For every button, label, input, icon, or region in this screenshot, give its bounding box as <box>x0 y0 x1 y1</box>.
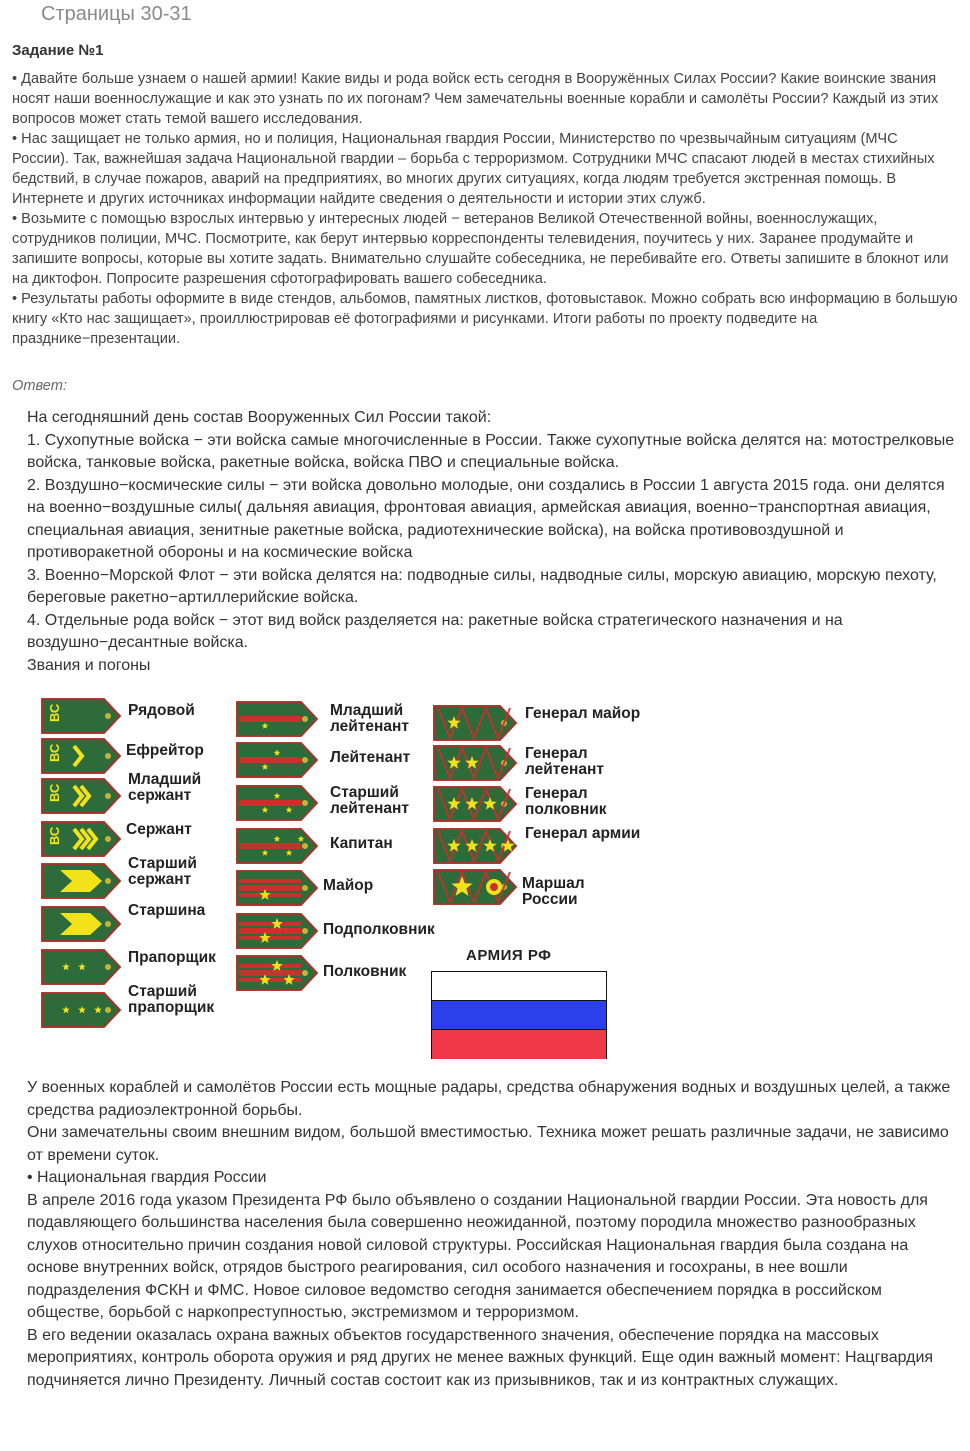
officer-shoulder-strap-3 <box>235 784 319 822</box>
officer-shoulder-strap-7 <box>235 954 319 992</box>
general-shoulder-strap-1 <box>432 704 518 742</box>
rank-label: Старший сержант <box>128 855 197 888</box>
task-paragraph: • Возьмите с помощью взрослых интервью у интересных людей − ветеранов Великой Отечественной войны, военнослужащих, сотрудников полиции, МЧС. Посмотрите, как берут интервью корреспонденты телевидения, поучитесь у них. Заранее продумайте и запишите вопросы, которые вы хотите задать. Внимательно слушайте собеседника, не перебивайте его. Ответы запишите в блокнот или на диктофон. Попросите разрешения сфотографировать вашего собеседника. <box>12 211 949 287</box>
rank-label: Генерал армии <box>525 825 641 842</box>
shoulder-strap-3 <box>40 777 122 815</box>
answer-paragraph: В его ведении оказалась охрана важных объектов государственного значения, обеспечение порядка на массовых мероприятиях, контроль оборота оружия и ряд других не менее важных функций. Еще один важный момент: Нацгвардия подчиняется лично Президенту. Личный состав состоит как из призывников, так и из контрактных служащих. <box>27 1326 934 1389</box>
flag-blue-stripe <box>432 1001 606 1030</box>
rank-label: Майор <box>323 877 374 894</box>
rank-label: Подполковник <box>323 921 435 938</box>
rank-label: Маршал России <box>522 875 585 908</box>
russian-flag <box>431 971 607 1059</box>
flag-red-stripe <box>432 1030 606 1059</box>
flag-caption: АРМИЯ РФ <box>466 947 552 964</box>
shoulder-strap-7 <box>40 948 122 986</box>
svg-text:ВС: ВС <box>47 783 62 802</box>
answer-paragraph: Они замечательны своим внешним видом, большой вместимостью. Техника может решать различные задачи, не зависимо от времени суток. <box>27 1124 949 1164</box>
officer-shoulder-strap-6 <box>235 912 319 950</box>
general-shoulder-strap-4 <box>432 827 518 865</box>
answer-text-bottom <box>27 1077 962 1392</box>
rank-label: Капитан <box>330 835 393 852</box>
answer-paragraph: 3. Военно−Морской Флот − эти войска делятся на: подводные силы, надводные силы, морскую авиацию, морскую пехоту, береговые ракетно−артиллерийские войска. <box>27 566 937 606</box>
task-paragraph: • Нас защищает не только армия, но и полиция, Национальная гвардия России, Министерство по чрезвычайным ситуациям (МЧС России). Так, важнейшая задача Национальной гвардии – борьба с терроризмом. Сотрудники МЧС спасают людей в местах стихийных бедствий, в случае пожаров, аварий на предприятиях, во многих других ситуациях, когда людям требуется экстренная помощь. В Интернете и других источниках информации найдите сведения о деятельности и истории этих служб. <box>12 131 935 207</box>
officer-shoulder-strap-2 <box>235 741 319 779</box>
shoulder-strap-1 <box>40 697 122 735</box>
task-paragraph: • Давайте больше узнаем о нашей армии! Какие виды и рода войск есть сегодня в Вооружённых Силах России? Какие воинские звания носят наши военнослужащие и как это узнать по их погонам? Чем замечательны военные корабли и самолёты России? Каждый из этих вопросов может стать темой вашего исследования. <box>12 71 939 127</box>
svg-text:ВС: ВС <box>47 826 62 845</box>
answer-paragraph: • Национальная гвардия России <box>27 1169 267 1186</box>
shoulder-strap-8 <box>40 991 122 1029</box>
task-title: Задание №1 <box>12 42 104 59</box>
answer-paragraph: На сегодняшний день состав Вооруженных Сил России такой: <box>27 409 492 426</box>
general-shoulder-strap-3 <box>432 785 518 823</box>
officer-shoulder-strap-1 <box>235 700 319 738</box>
marshal-shoulder-strap <box>432 868 518 906</box>
rank-label: Рядовой <box>128 702 195 719</box>
rank-label: Генерал майор <box>525 705 641 722</box>
rank-label: Старший прапорщик <box>128 983 215 1016</box>
shoulder-strap-5 <box>40 862 122 900</box>
officer-shoulder-strap-5 <box>235 869 319 907</box>
svg-text:ВС: ВС <box>47 703 62 722</box>
answer-paragraph: 2. Воздушно−космические силы − эти войска довольно молодые, они создались в России 1 августа 2015 года. они делятся на военно−воздушные силы( дальняя авиация, фронтовая авиация, армейская авиация, военно−транспортная авиация, специальная авиация, зенитные ракетные войска, радиотехнические войска), на войска противовоздушной и противоракетной обороны и на космические войска <box>27 476 945 561</box>
answer-paragraph: 4. Отдельные рода войск − этот вид войск разделяется на: ракетные войска стратегического назначения и на воздушно−десантные войска. <box>27 611 843 651</box>
rank-label: Прапорщик <box>128 949 216 966</box>
rank-label: Младший сержант <box>128 771 202 804</box>
svg-text:ВС: ВС <box>47 743 62 762</box>
answer-paragraph: В апреле 2016 года указом Президента РФ было объявлено о создании Национальной гвардии России. Эта новость для подавляющего большинства населения была совершенно неожиданной, поэтому породила множество разнообразных слухов относительно причин создания новой силовой структуры. Российская Национальная гвардия была создана на основе внутренних войск, отрядов быстрого реагирования, сил особого назначения и госохраны, в нее вошли подразделения ФСКН и ФМС. Новое силовое ведомство сегодня занимается обеспечением порядка в российском обществе, борьбой с наркопреступностью, экстремизмом и терроризмом. <box>27 1191 928 1321</box>
answer-paragraph: Звания и погоны <box>27 656 151 674</box>
rank-label: Сержант <box>126 821 192 838</box>
rank-label: Старшина <box>128 902 206 919</box>
general-shoulder-strap-2 <box>432 744 518 782</box>
answer-text-top <box>27 407 962 677</box>
rank-label: Генерал лейтенант <box>525 745 604 778</box>
shoulder-strap-6 <box>40 905 122 943</box>
task-text <box>12 69 958 349</box>
rank-label: Генерал полковник <box>525 785 607 818</box>
rank-label: Ефрейтор <box>126 742 204 759</box>
officer-shoulder-strap-4 <box>235 827 319 865</box>
rank-label: Полковник <box>323 963 407 980</box>
rank-label: Младший лейтенант <box>330 702 409 735</box>
task-paragraph: • Результаты работы оформите в виде стендов, альбомов, памятных листков, фотовыставок. Можно собрать всю информацию в большую книгу «Кто нас защищает», проиллюстрировав её фотографиями и рисунками. Итоги работы по проекту подведите на празднике−презентации. <box>12 291 958 347</box>
rank-label: Лейтенант <box>330 749 411 766</box>
answer-paragraph: 1. Сухопутные войска − эти войска самые многочисленные в России. Также сухопутные войска делятся на: мотострелковые войска, танковые войска, ракетные войска, войска ПВО и специальные войска. <box>27 431 955 471</box>
answer-label: Ответ: <box>12 378 67 394</box>
page-range-title: Страницы 30-31 <box>41 3 192 25</box>
answer-paragraph: У военных кораблей и самолётов России есть мощные радары, средства обнаружения водных и воздушных целей, а также средства радиоэлектронной борьбы. <box>27 1079 951 1119</box>
shoulder-strap-2 <box>40 737 122 775</box>
shoulder-strap-4 <box>40 820 122 858</box>
rank-label: Старший лейтенант <box>330 784 409 817</box>
ranks-illustration <box>0 690 640 1070</box>
flag-white-stripe <box>432 972 606 1001</box>
